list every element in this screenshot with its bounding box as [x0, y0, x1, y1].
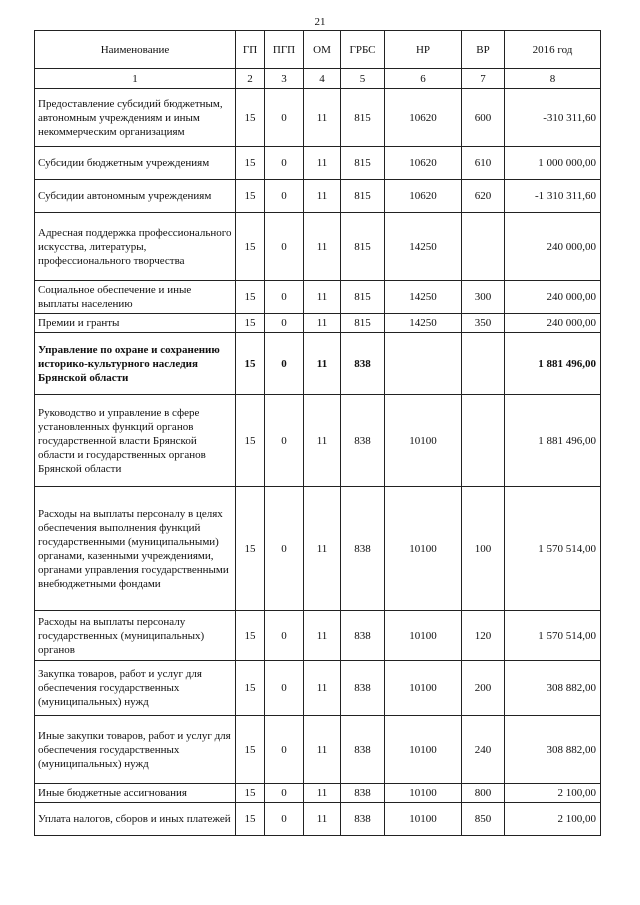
- header-number: 4: [304, 69, 341, 89]
- cell-name: Расходы на выплаты персоналу государственных (муниципальных) органов: [35, 611, 236, 661]
- cell-pgp: 0: [265, 803, 304, 836]
- cell-name: Субсидии автономным учреждениям: [35, 180, 236, 213]
- cell-pgp: 0: [265, 784, 304, 803]
- cell-om: 11: [304, 611, 341, 661]
- cell-nr: [385, 333, 462, 395]
- cell-gp: 15: [236, 487, 265, 611]
- cell-grbs: 815: [341, 180, 385, 213]
- cell-gp: 15: [236, 716, 265, 784]
- cell-vr: [462, 395, 505, 487]
- cell-name: Иные закупки товаров, работ и услуг для обеспечения государственных (муниципальных) нужд: [35, 716, 236, 784]
- cell-om: 11: [304, 487, 341, 611]
- header-number: 5: [341, 69, 385, 89]
- cell-gp: 15: [236, 314, 265, 333]
- cell-pgp: 0: [265, 147, 304, 180]
- cell-grbs: 838: [341, 333, 385, 395]
- cell-grbs: 815: [341, 147, 385, 180]
- cell-pgp: 0: [265, 487, 304, 611]
- cell-pgp: 0: [265, 661, 304, 716]
- cell-gp: 15: [236, 213, 265, 281]
- cell-gp: 15: [236, 89, 265, 147]
- table-row: [35, 611, 601, 661]
- cell-om: 11: [304, 147, 341, 180]
- cell-vr: 350: [462, 314, 505, 333]
- cell-name: Расходы на выплаты персоналу в целях обеспечения выполнения функций государственными (муниципальными) органами, казенными учреждениями, органами управления государственными внебюджетными фондами: [35, 487, 236, 611]
- cell-nr: 10100: [385, 661, 462, 716]
- table-row: [35, 716, 601, 784]
- cell-vr: 850: [462, 803, 505, 836]
- cell-grbs: 815: [341, 281, 385, 314]
- cell-pgp: 0: [265, 333, 304, 395]
- cell-nr: 10100: [385, 611, 462, 661]
- header-number: 2: [236, 69, 265, 89]
- cell-nr: 10100: [385, 716, 462, 784]
- cell-grbs: 815: [341, 89, 385, 147]
- cell-grbs: 838: [341, 661, 385, 716]
- cell-nr: 10620: [385, 89, 462, 147]
- cell-om: 11: [304, 803, 341, 836]
- cell-om: 11: [304, 213, 341, 281]
- cell-amount: 240 000,00: [505, 314, 601, 333]
- cell-om: 11: [304, 281, 341, 314]
- table-row: [35, 89, 601, 147]
- cell-name: Закупка товаров, работ и услуг для обеспечения государственных (муниципальных) нужд: [35, 661, 236, 716]
- header-number: 1: [35, 69, 236, 89]
- cell-gp: 15: [236, 281, 265, 314]
- cell-om: 11: [304, 180, 341, 213]
- header-row: [35, 31, 601, 69]
- cell-vr: 600: [462, 89, 505, 147]
- table-row: [35, 213, 601, 281]
- cell-grbs: 815: [341, 314, 385, 333]
- cell-amount: 308 882,00: [505, 661, 601, 716]
- cell-pgp: 0: [265, 395, 304, 487]
- cell-pgp: 0: [265, 611, 304, 661]
- cell-gp: 15: [236, 333, 265, 395]
- cell-amount: 2 100,00: [505, 803, 601, 836]
- header-vr: ВР: [462, 31, 505, 69]
- table-row: [35, 395, 601, 487]
- cell-pgp: 0: [265, 89, 304, 147]
- cell-amount: 1 881 496,00: [505, 333, 601, 395]
- cell-vr: 240: [462, 716, 505, 784]
- cell-name: Управление по охране и сохранению историко-культурного наследия Брянской области: [35, 333, 236, 395]
- cell-name: Социальное обеспечение и иные выплаты населению: [35, 281, 236, 314]
- cell-nr: 14250: [385, 281, 462, 314]
- table-row: [35, 803, 601, 836]
- cell-pgp: 0: [265, 180, 304, 213]
- cell-amount: 1 570 514,00: [505, 611, 601, 661]
- cell-amount: -310 311,60: [505, 89, 601, 147]
- cell-vr: 120: [462, 611, 505, 661]
- cell-grbs: 838: [341, 611, 385, 661]
- cell-name: Иные бюджетные ассигнования: [35, 784, 236, 803]
- cell-gp: 15: [236, 661, 265, 716]
- table-body: [35, 89, 601, 836]
- cell-vr: 620: [462, 180, 505, 213]
- cell-amount: 240 000,00: [505, 281, 601, 314]
- table-row: [35, 784, 601, 803]
- header-number: 7: [462, 69, 505, 89]
- cell-vr: [462, 333, 505, 395]
- header-number: 6: [385, 69, 462, 89]
- cell-vr: [462, 213, 505, 281]
- cell-vr: 300: [462, 281, 505, 314]
- header-name: Наименование: [35, 31, 236, 69]
- header-numbers-row: [35, 69, 601, 89]
- table-row: [35, 333, 601, 395]
- cell-name: Субсидии бюджетным учреждениям: [35, 147, 236, 180]
- header-year: 2016 год: [505, 31, 601, 69]
- cell-gp: 15: [236, 784, 265, 803]
- cell-nr: 10620: [385, 180, 462, 213]
- cell-om: 11: [304, 661, 341, 716]
- header-om: ОМ: [304, 31, 341, 69]
- cell-om: 11: [304, 395, 341, 487]
- cell-pgp: 0: [265, 314, 304, 333]
- table-row: [35, 180, 601, 213]
- header-number: 8: [505, 69, 601, 89]
- cell-amount: 1 570 514,00: [505, 487, 601, 611]
- cell-gp: 15: [236, 803, 265, 836]
- cell-om: 11: [304, 89, 341, 147]
- cell-name: Предоставление субсидий бюджетным, автономным учреждениям и иным некоммерческим организациям: [35, 89, 236, 147]
- cell-grbs: 838: [341, 487, 385, 611]
- header-nr: НР: [385, 31, 462, 69]
- cell-grbs: 838: [341, 784, 385, 803]
- cell-amount: 308 882,00: [505, 716, 601, 784]
- cell-nr: 10100: [385, 395, 462, 487]
- cell-nr: 10100: [385, 784, 462, 803]
- cell-gp: 15: [236, 147, 265, 180]
- cell-grbs: 838: [341, 803, 385, 836]
- cell-om: 11: [304, 716, 341, 784]
- cell-amount: -1 310 311,60: [505, 180, 601, 213]
- cell-amount: 1 000 000,00: [505, 147, 601, 180]
- table-row: [35, 314, 601, 333]
- cell-vr: 200: [462, 661, 505, 716]
- cell-vr: 610: [462, 147, 505, 180]
- header-gp: ГП: [236, 31, 265, 69]
- cell-amount: 1 881 496,00: [505, 395, 601, 487]
- table-row: [35, 147, 601, 180]
- cell-vr: 800: [462, 784, 505, 803]
- table-row: [35, 281, 601, 314]
- cell-name: Адресная поддержка профессионального искусства, литературы, профессионального творчества: [35, 213, 236, 281]
- cell-nr: 14250: [385, 213, 462, 281]
- cell-pgp: 0: [265, 281, 304, 314]
- cell-pgp: 0: [265, 213, 304, 281]
- cell-vr: 100: [462, 487, 505, 611]
- cell-name: Премии и гранты: [35, 314, 236, 333]
- cell-om: 11: [304, 784, 341, 803]
- cell-amount: 2 100,00: [505, 784, 601, 803]
- header-grbs: ГРБС: [341, 31, 385, 69]
- cell-grbs: 838: [341, 395, 385, 487]
- cell-gp: 15: [236, 395, 265, 487]
- cell-name: Уплата налогов, сборов и иных платежей: [35, 803, 236, 836]
- cell-grbs: 838: [341, 716, 385, 784]
- page-number: 21: [314, 16, 326, 28]
- table-row: [35, 661, 601, 716]
- cell-nr: 10620: [385, 147, 462, 180]
- header-number: 3: [265, 69, 304, 89]
- cell-nr: 14250: [385, 314, 462, 333]
- cell-nr: 10100: [385, 487, 462, 611]
- cell-nr: 10100: [385, 803, 462, 836]
- cell-om: 11: [304, 333, 341, 395]
- cell-pgp: 0: [265, 716, 304, 784]
- table-row: [35, 487, 601, 611]
- cell-amount: 240 000,00: [505, 213, 601, 281]
- cell-om: 11: [304, 314, 341, 333]
- cell-gp: 15: [236, 611, 265, 661]
- header-pgp: ПГП: [265, 31, 304, 69]
- cell-name: Руководство и управление в сфере установленных функций органов государственной власти Брянской области и государственных органов Брянской области: [35, 395, 236, 487]
- budget-table: [34, 30, 601, 836]
- cell-grbs: 815: [341, 213, 385, 281]
- cell-gp: 15: [236, 180, 265, 213]
